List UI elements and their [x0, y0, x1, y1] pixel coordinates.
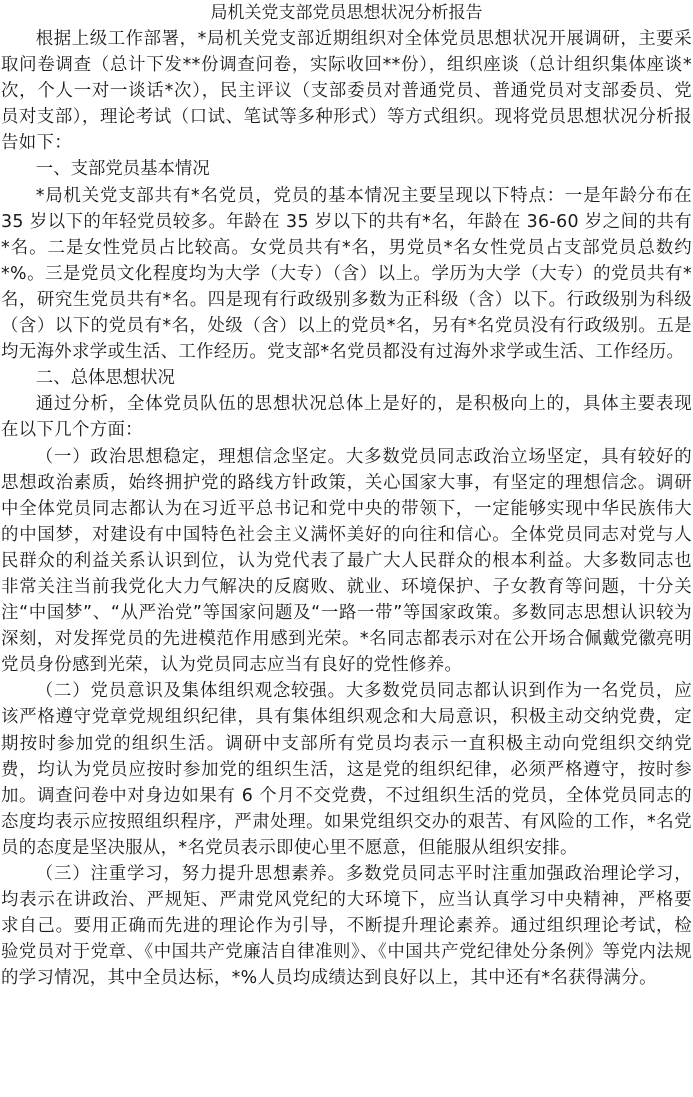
- intro-paragraph: 根据上级工作部署，*局机关党支部近期组织对全体党员思想状况开展调研，主要采取问卷调查（总计下发**份调查问卷，实际收回**份），组织座谈（总计组织集体座谈*次，个人一对一谈话*次），民主评议（支部委员对普通党员、普通党员对支部委员、党员对支部），理论考试（口试、笔试等多种形式）等方式组织。现将党员思想状况分析报告如下：: [1, 29, 692, 154]
- point-political-thought-paragraph: （一）政治思想稳定，理想信念坚定。大多数党员同志政治立场坚定，具有较好的思想政治素质，始终拥护党的路线方针政策，关心国家大事，有坚定的理想信念。调研中全体党员同志都认为在习近平总书记和党中央的带领下，一定能够实现中华民族伟大的中国梦，对建设有中国特色社会主义满怀美好的向往和信心。全体党员同志对党与人民群众的利益关系认识到位，认为党代表了最广大人民群众的根本利益。大多数同志也非常关注当前我党化大力气解决的反腐败、就业、环境保护、子女教育等问题，十分关注“中国梦”、“从严治党”等国家问题及“一路一带”等国家政策。多数同志思想认识较为深刻，对发挥党员的先进模范作用感到光荣。*名同志都表示对在公开场合佩戴党徽亮明党员身份感到光荣，认为党员同志应当有良好的党性修养。: [1, 446, 692, 676]
- overall-status-intro-paragraph: 通过分析，全体党员队伍的思想状况总体上是好的，是积极向上的，具体主要表现在以下几个方面：: [1, 394, 692, 441]
- point-party-awareness-paragraph: （二）党员意识及集体组织观念较强。大多数党员同志都认识到作为一名党员，应该严格遵守党章党规组织纪律，具有集体组织观念和大局意识，积极主动交纳党费，定期按时参加党的组织生活。调研中支部所有党员均表示一直积极主动向党组织交纳党费，均认为党员应按时参加党的组织生活，这是党的组织纪律，必须严格遵守，按时参加。调查问卷中对身边如果有 6 个月不交党费，不过组织生活的党员，全体党员同志的态度均表示应按照组织程序，严肃处理。如果党组织交办的艰苦、有风险的工作，*名党员的态度是坚决服从，*名党员表示即使心里不愿意，但能服从组织安排。: [1, 681, 692, 858]
- section-heading-basic-info: 一、支部党员基本情况: [35, 159, 210, 180]
- point-study-paragraph: （三）注重学习，努力提升思想素养。多数党员同志平时注重加强政治理论学习，均表示在讲政治、严规矩、严肃党风党纪的大环境下，应当认真学习中央精神，严格要求自己。要用正确而先进的理论作为引导，不断提升理论素养。通过组织理论考试，检验党员对于党章、《中国共产党廉洁自律准则》、《中国共产党纪律处分条例》等党内法规的学习情况，其中全员达标，*%人员均成绩达到良好以上，其中还有*名获得满分。: [1, 864, 692, 989]
- document-title: 局机关党支部党员思想状况分析报告: [210, 3, 483, 23]
- basic-info-paragraph: *局机关党支部共有*名党员，党员的基本情况主要呈现以下特点：一是年龄分布在 35 岁以下的年轻党员较多。年龄在 35 岁以下的共有*名，年龄在 36-60 岁之间的共有*名。二是女性党员占比较高。女党员共有*名，男党员*名女性党员占支部党员总数约*%。三是党员文化程度均为大学（大专）（含）以上。学历为大学（大专）的党员共有*名，研究生党员共有*名。四是现有行政级别多数为正科级（含）以下。行政级别为科级（含）以下的党员有*名，处级（含）以上的党员*名，另有*名党员没有行政级别。五是均无海外求学或生活、工作经历。党支部*名党员都没有过海外求学或生活、工作经历。: [1, 185, 692, 363]
- section-heading-overall-status: 二、总体思想状况: [35, 368, 175, 389]
